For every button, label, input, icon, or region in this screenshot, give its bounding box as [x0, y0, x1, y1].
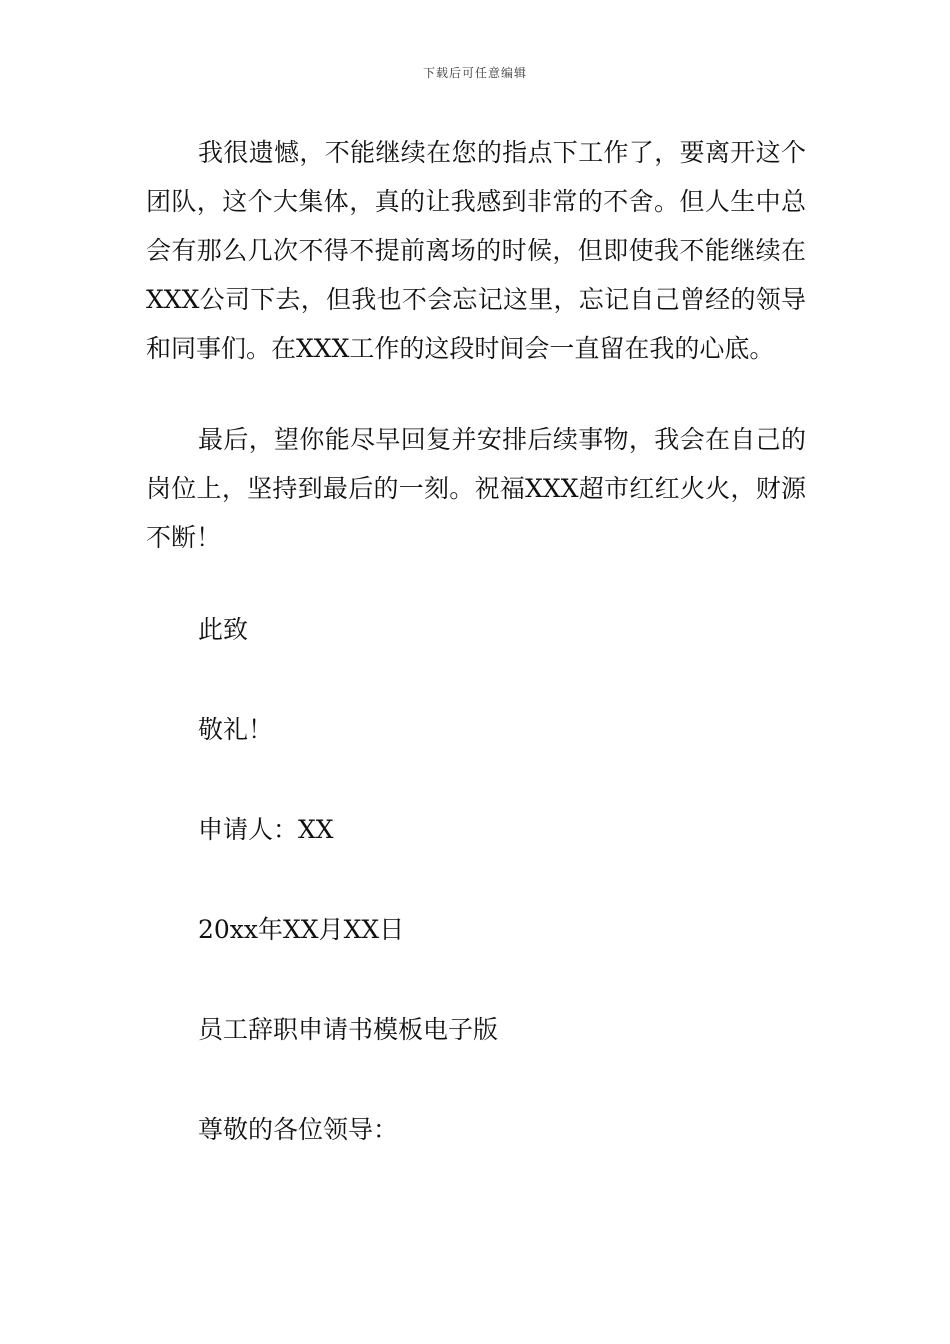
- document-body: [146, 128, 806, 1154]
- closing-line-2: 敬礼！: [198, 715, 274, 744]
- body-paragraph-1: 我很遗憾，不能继续在您的指点下工作了，要离开这个团队，这个大集体，真的让我感到非常的不舍。但人生中总会有那么几次不得不提前离场的时候，但即使我不能继续在XXX公司下去，但我也不会忘记这里，忘记自己曾经的领导和同事们。在XXX工作的这段时间会一直留在我的心底。: [146, 138, 806, 363]
- closing-line-1: 此致: [198, 615, 249, 644]
- body-paragraph-2: 最后，望你能尽早回复并安排后续事物，我会在自己的岗位上，坚持到最后的一刻。祝福XXX超市红红火火，财源不断！: [146, 425, 806, 552]
- date-line: 20xx年XX月XX日: [198, 915, 405, 944]
- next-document-salutation: 尊敬的各位领导：: [198, 1115, 399, 1144]
- applicant-line: 申请人：XX: [198, 815, 334, 844]
- next-document-title: 员工辞职申请书模板电子版: [198, 1015, 499, 1044]
- page-header: 下载后可任意编辑: [422, 66, 527, 80]
